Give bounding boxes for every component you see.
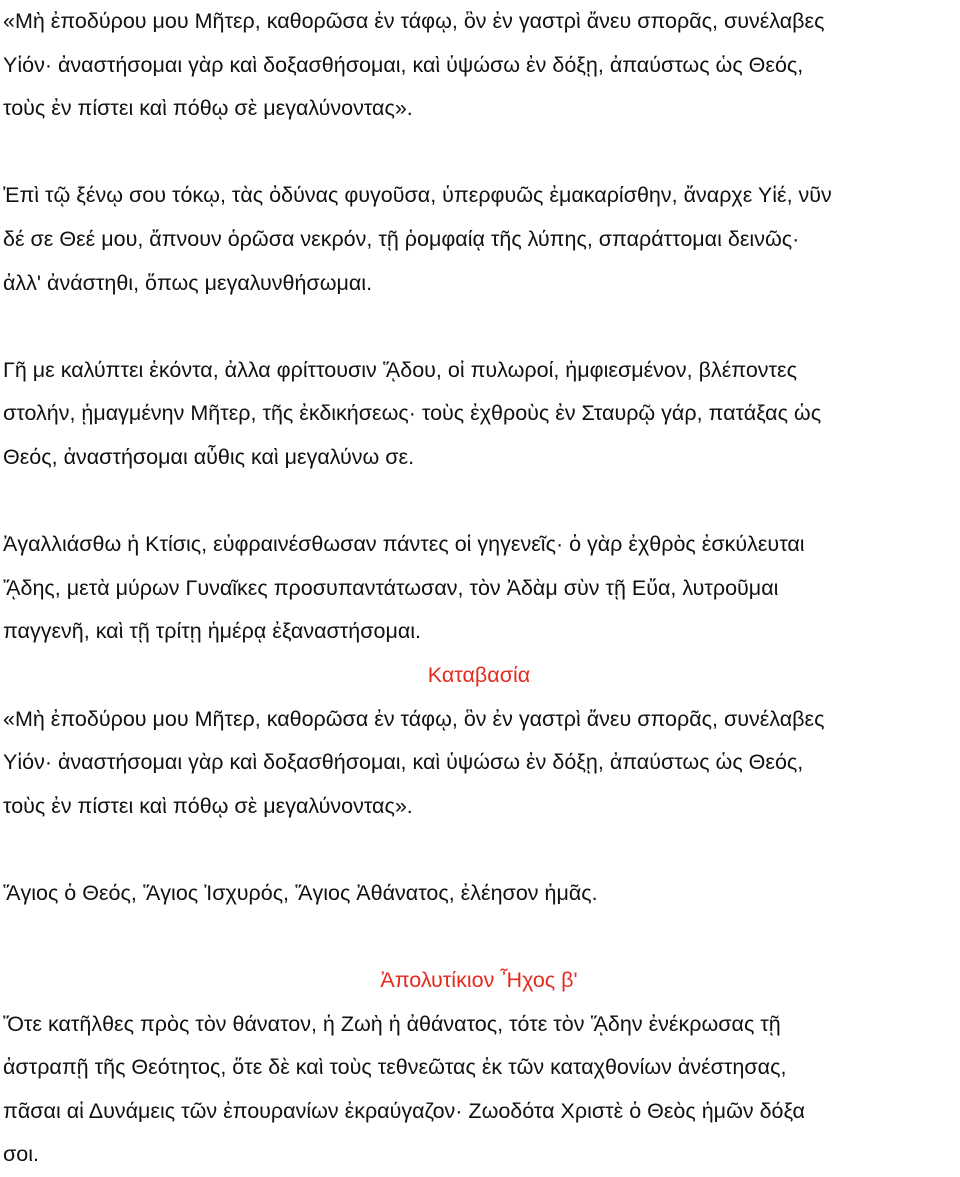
stanza-line: Ἀγαλλιάσθω ἡ Κτίσις, εὐφραινέσθωσαν πάντες οἱ γηγενεῖς· ὁ γὰρ ἐχθρὸς ἐσκύλευται bbox=[3, 532, 805, 557]
stanza-line: Γῆ με καλύπτει ἑκόντα, ἀλλα φρίττουσιν ᾍδου, οἱ πυλωροί, ἠμφιεσμένον, βλέποντες bbox=[3, 357, 797, 382]
katavasia-heading: Καταβασία bbox=[427, 662, 531, 687]
stanza-gap bbox=[3, 828, 955, 872]
stanza-gap bbox=[3, 915, 955, 959]
stanza-4 bbox=[3, 523, 955, 654]
stanza-line: πᾶσαι αἱ Δυνάμεις τῶν ἐπουρανίων ἐκραύγαζον· Ζωοδότα Χριστὲ ὁ Θεὸς ἡμῶν δόξα bbox=[3, 1098, 805, 1123]
stanza-line: σοι. bbox=[3, 1142, 39, 1167]
document-page bbox=[3, 0, 955, 1177]
stanza-line: Ἐπὶ τῷ ξένῳ σου τόκῳ, τὰς ὀδύνας φυγοῦσα, ὑπερφυῶς ἐμακαρίσθην, ἄναρχε Υἱέ, νῦν bbox=[3, 183, 832, 208]
stanza-2 bbox=[3, 174, 955, 305]
stanza-line: στολήν, ᾑμαγμένην Μῆτερ, τῆς ἐκδικήσεως· τοὺς ἐχθροὺς ἐν Σταυρῷ γάρ, πατάξας ὡς bbox=[3, 401, 822, 426]
apolytikion-heading: Ἀπολυτίκιον Ἦχος β' bbox=[380, 968, 578, 993]
stanza-line: ᾌδης, μετὰ μύρων Γυναῖκες προσυπαντάτωσαν, τὸν Ἀδὰμ σὺν τῇ Εὔα, λυτροῦμαι bbox=[3, 575, 779, 600]
katavasia-text bbox=[3, 698, 955, 829]
stanza-gap bbox=[3, 305, 955, 349]
stanza-line: τοὺς ἐν πίστει καὶ πόθῳ σὲ μεγαλύνοντας». bbox=[3, 96, 413, 121]
stanza-line: Ὅτε κατῆλθες πρὸς τὸν θάνατον, ἡ Ζωὴ ἡ ἀθάνατος, τότε τὸν ᾍδην ἐνέκρωσας τῇ bbox=[3, 1011, 781, 1036]
stanza-line: ἀλλ' ἀνάστηθι, ὅπως μεγαλυνθήσωμαι. bbox=[3, 270, 373, 295]
stanza-line: ἀστραπῇ τῆς Θεότητος, ὅτε δὲ καὶ τοὺς τεθνεῶτας ἐκ τῶν καταχθονίων ἀνέστησας, bbox=[3, 1055, 787, 1080]
stanza-1 bbox=[3, 0, 955, 131]
apolytikion-text bbox=[3, 1003, 955, 1177]
stanza-line: Υἱόν· ἀναστήσομαι γὰρ καὶ δοξασθήσομαι, καὶ ὑψώσω ἐν δόξῃ, ἀπαύστως ὡς Θεός, bbox=[3, 52, 804, 77]
stanza-line: δέ σε Θεέ μου, ἄπνουν ὁρῶσα νεκρόν, τῇ ῥομφαίᾳ τῆς λύπης, σπαράττομαι δεινῶς· bbox=[3, 226, 800, 251]
stanza-line: Υἱόν· ἀναστήσομαι γὰρ καὶ δοξασθήσομαι, καὶ ὑψώσω ἐν δόξῃ, ἀπαύστως ὡς Θεός, bbox=[3, 750, 804, 775]
stanza-3 bbox=[3, 349, 955, 480]
stanza-line: Θεός, ἀναστήσομαι αὖθις καὶ μεγαλύνω σε. bbox=[3, 444, 415, 469]
stanza-line: «Μὴ ἐποδύρου μου Μῆτερ, καθορῶσα ἐν τάφῳ, ὃν ἐν γαστρὶ ἄνευ σπορᾶς, συνέλαβες bbox=[3, 9, 825, 33]
trisagion-line: Ἅγιος ὁ Θεός, Ἅγιος Ἰσχυρός, Ἅγιος Ἀθάνατος, ἐλέησον ἡμᾶς. bbox=[3, 880, 598, 905]
stanza-line: τοὺς ἐν πίστει καὶ πόθῳ σὲ μεγαλύνοντας». bbox=[3, 793, 413, 818]
stanza-gap bbox=[3, 480, 955, 524]
stanza-gap bbox=[3, 131, 955, 175]
stanza-line: «Μὴ ἐποδύρου μου Μῆτερ, καθορῶσα ἐν τάφῳ, ὃν ἐν γαστρὶ ἄνευ σπορᾶς, συνέλαβες bbox=[3, 706, 825, 731]
stanza-line: παγγενῆ, καὶ τῇ τρίτῃ ἡμέρᾳ ἐξαναστήσομαι. bbox=[3, 619, 422, 644]
